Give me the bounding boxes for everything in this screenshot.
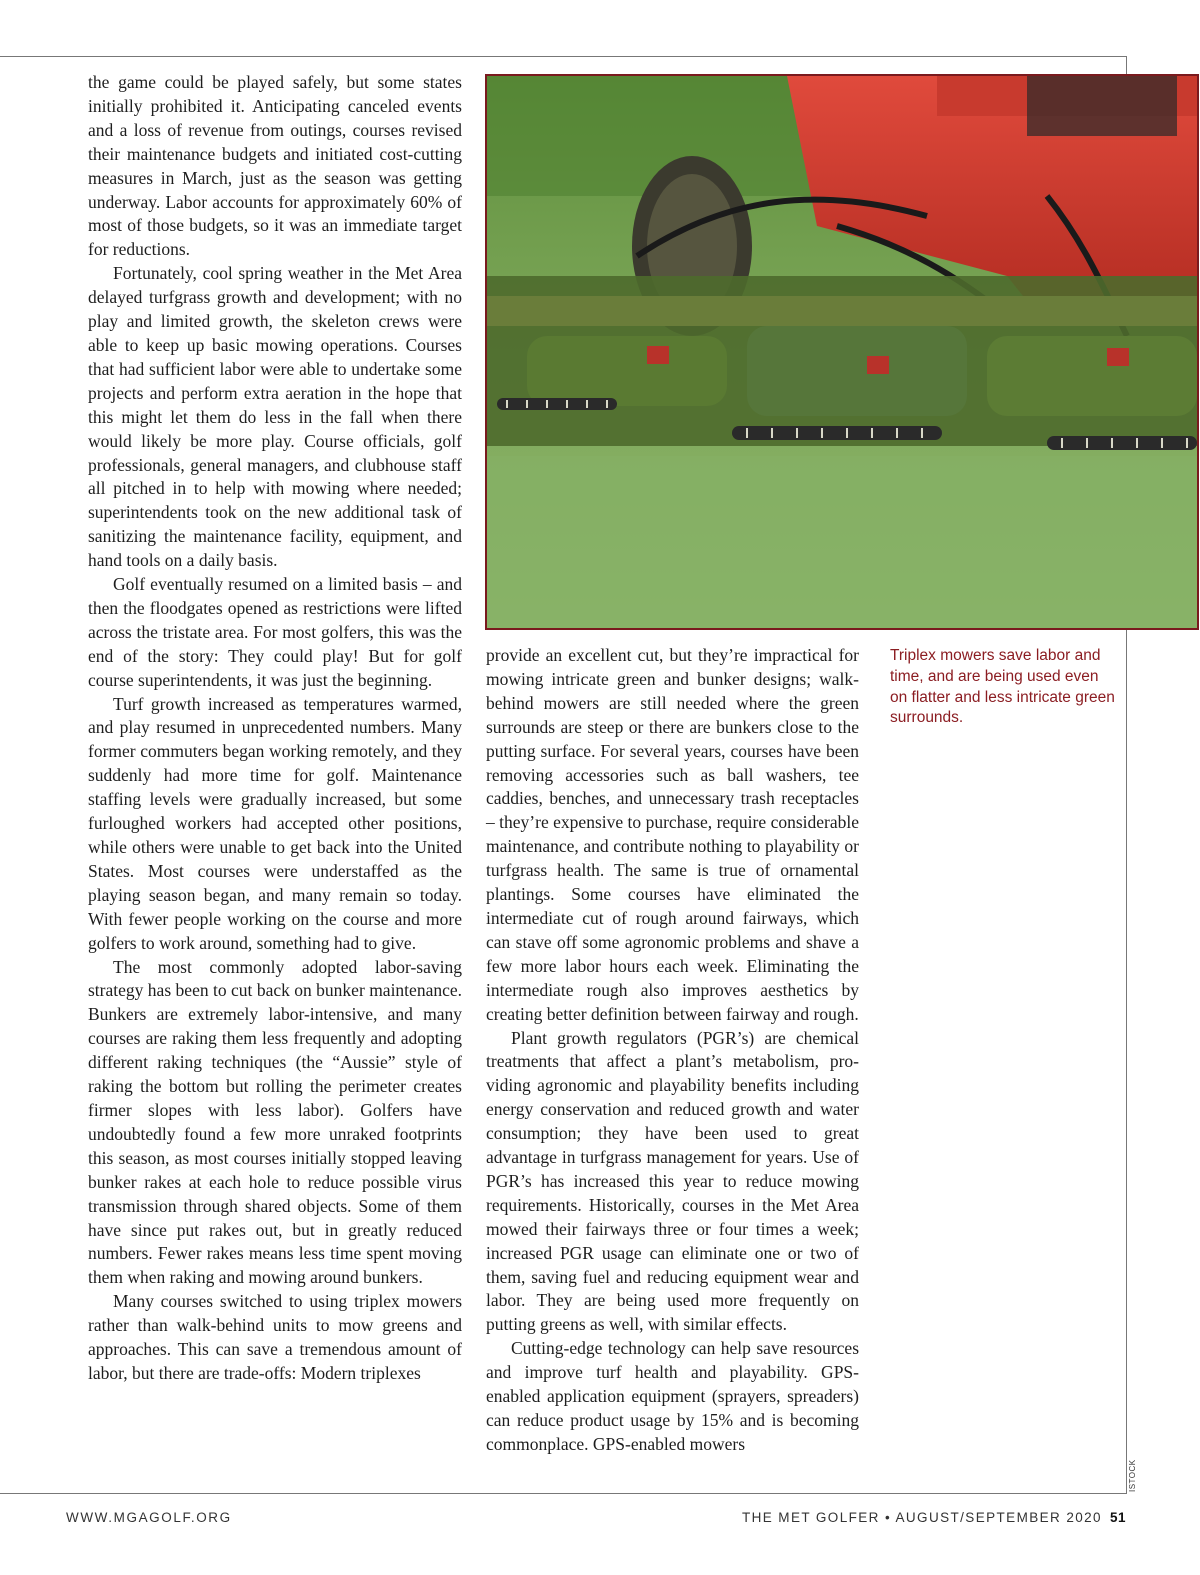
footer-publication-info: [742, 1510, 1126, 1525]
bottom-rule: [0, 1493, 1127, 1494]
paragraph: the game could be played safely, but some states initially prohibited it. Anticipating canceled events and a loss of revenue from outings, courses revised their maintenance budgets and initiated cost-cutting measures in March, just as the season was getting underway. Labor accounts for approximately 60% of most of those budgets, so it was an immediate target for reductions.: [88, 72, 462, 260]
paragraph: Golf eventually resumed on a limited basis – and then the floodgates opened as restrictions were lifted across the tristate area. For most golfers, this was the end of the story: They could play! But for golf course superintendents, it was just the beginning.: [88, 574, 462, 690]
photo-credit-text: ISTOCK: [1128, 1459, 1137, 1492]
triplex-mower-photo: [485, 74, 1199, 630]
photo-caption: Triplex mowers save labor and time, and are being used even on flatter and less intricate green surrounds.: [890, 647, 1115, 727]
paragraph: Turf growth increased as temperatures warmed, and play resumed in unprecedented numbers. Many former commuters began working remotely, and they suddenly had more time for golf. Maintenance staffing levels were gradually increased, but some furloughed workers had accepted other positions, while others were unable to get back into the United States. Most courses were understaffed as the playing season began, and many remain so today. With fewer people working on the course and more golfers to work around, something had to give.: [88, 693, 462, 953]
photo-credit: [1126, 1459, 1140, 1492]
paragraph: provide an excellent cut, but they’re impractical for mowing intricate green and bunker designs; walk-behind mowers are still needed where the green surrounds are steep or there are bunkers close to the putting surface. For several years, courses have been removing accessories such as ball washers, tee caddies, benches, and unnecessary trash receptacles – they’re expensive to purchase, require considerable maintenance, and contribute nothing to playability or turfgrass health. The same is true of ornamental plantings. Some courses have eliminated the intermediate cut of rough around fairways, which can stave off some agronomic problems and shave a few more labor hours each week. Eliminating the intermediate rough also improves aesthetics by creating better definition between fairway and rough.: [486, 645, 859, 1024]
footer-website: WWW.MGAGOLF.ORG: [66, 1510, 232, 1525]
article-column-1: [88, 71, 462, 1386]
page-number: 51: [1109, 1510, 1126, 1525]
paragraph: Fortunately, cool spring weather in the Met Area delayed turfgrass growth and development; with no play and limited growth, the skeleton crews were able to keep up basic mowing operations. Courses that had sufficient labor were able to undertake some projects and perform extra aeration in the hope that this might let them do less in the fall when there would likely be more play. Course officials, golf professionals, general managers, and clubhouse staff all pitched in to help with mowing where needed; superintendents took on the new additional task of sanitizing the maintenance facility, equipment, and hand tools on a daily basis.: [88, 263, 462, 571]
paragraph: Many courses switched to using triplex mowers rather than walk-behind units to mow greens and approaches. This can save a tremendous amount of labor, but there are trade-offs: Modern triplexes: [88, 1291, 462, 1383]
article-column-2: [486, 644, 859, 1457]
paragraph: The most commonly adopted labor-saving strategy has been to cut back on bunker maintenance. Bunkers are extremely labor-intensive, and many courses are raking them less frequently and adopting different raking techniques (the “Aussie” style of raking the bottom but rolling the perimeter creates firmer slopes with less labor). Golfers have undoubtedly found a few more unraked footprints this season, as most courses initially stopped leaving bunker rakes at each hole to reduce possible virus transmission through shared objects. Some of them have since put rakes out, but in greatly reduced numbers. Fewer rakes means less time spent moving them when raking and mowing around bunkers.: [88, 956, 462, 1288]
footer-publication: THE MET GOLFER • AUGUST/SEPTEMBER 2020: [741, 1510, 1102, 1525]
paragraph: Cutting-edge technology can help save resources and improve turf health and playability. GPS-enabled application equipment (sprayers, spreaders) can reduce product usage by 15% and is becoming commonplace. GPS-enabled mowers: [486, 1338, 859, 1454]
top-rule: [0, 56, 1127, 57]
paragraph: Plant growth regulators (PGR’s) are chemical treatments that affect a plant’s metabolism, providing agronomic and playability benefits including energy conservation and reduced growth and water consumption; they have been used to great advantage in turfgrass management for years. Use of PGR’s has increased this year to reduce mowing requirements. Historically, courses in the Met Area mowed their fairways three or four times a week; increased PGR usage can eliminate one or two of them, saving fuel and reducing equipment wear and labor. They are being used more frequently on putting greens as well, with similar effects.: [486, 1027, 859, 1335]
